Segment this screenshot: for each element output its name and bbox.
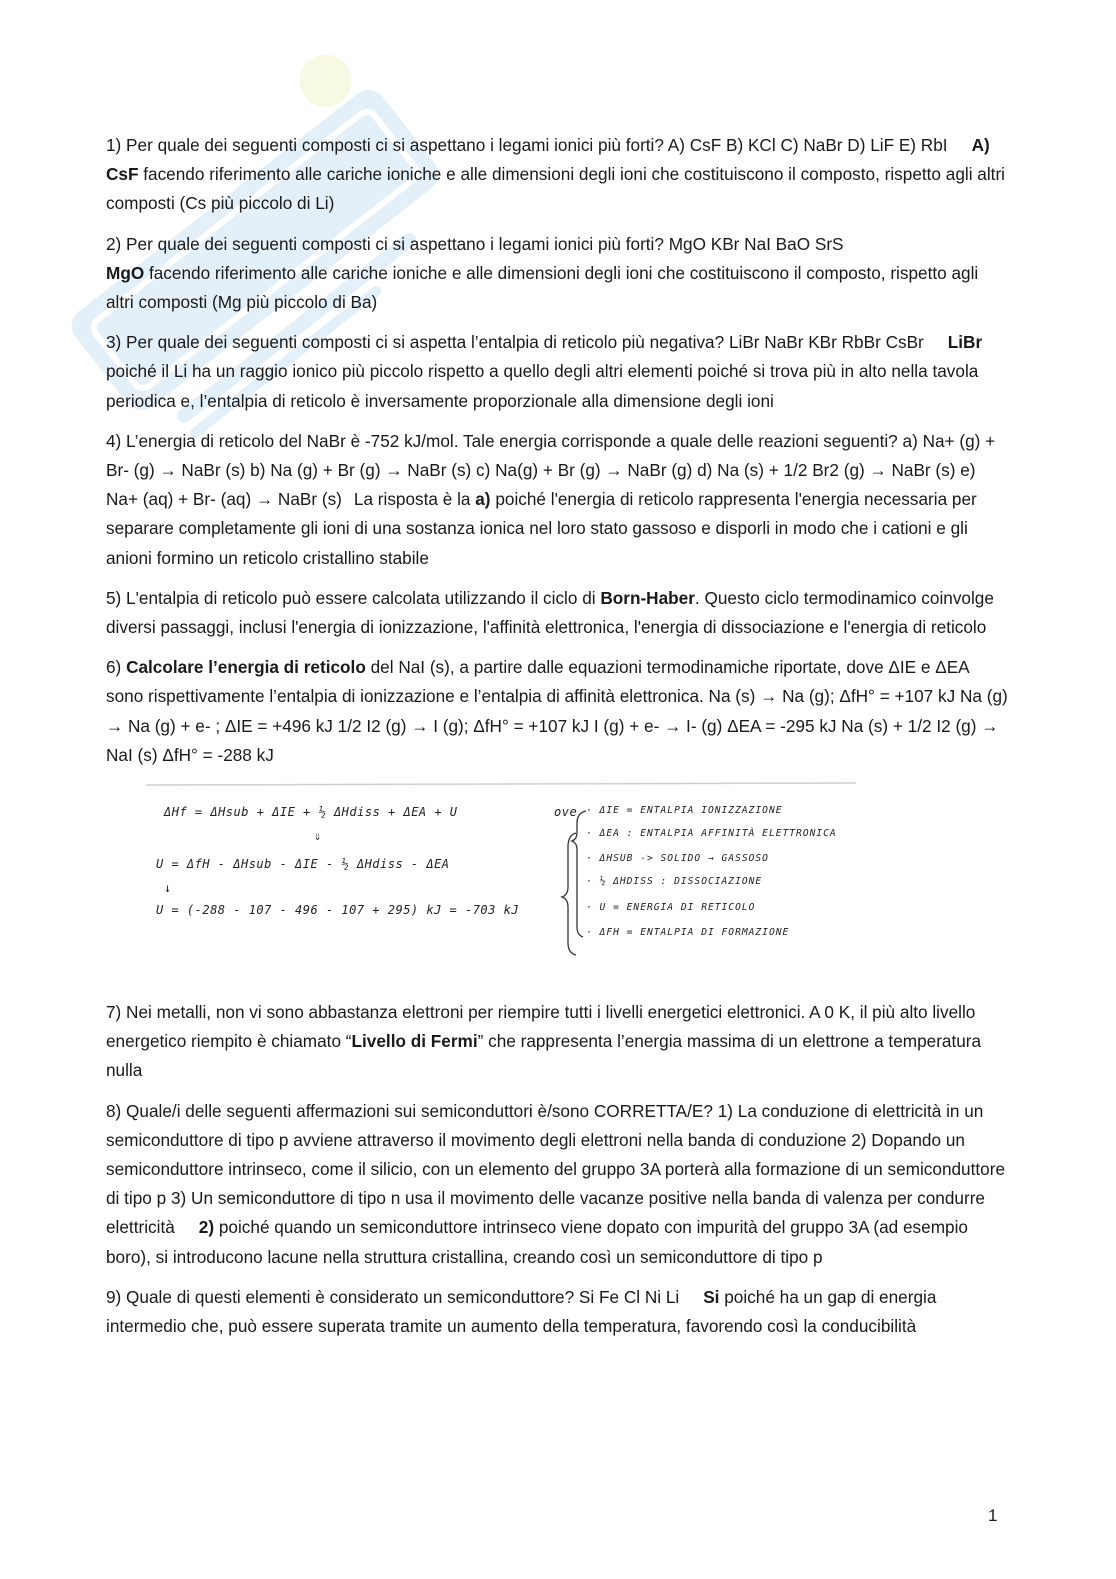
hw-legend-2: · ΔEA : ENTALPIA AFFINITÀ ELETTRONICA (586, 828, 837, 840)
hw-ove: ove (554, 805, 578, 820)
hw-legend-6: · ΔFH = ENTALPIA DI FORMAZIONE (586, 927, 790, 939)
question-7-explanation: ” che rappresenta l’energia massima di un elettrone a temperatura nulla (106, 1031, 982, 1081)
legend-brace (562, 833, 576, 955)
question-2-answer: MgO (106, 262, 145, 283)
question-9-text: 9) Quale di questi elementi è considerato un semiconduttore? Si Fe Cl Ni Li (106, 1286, 680, 1307)
question-9 (106, 1283, 1008, 1341)
question-2 (106, 230, 1008, 318)
question-8-text: 8) Quale/i delle seguenti affermazioni sui semiconduttori è/sono CORRETTA/E? 1) La conduzione di elettricità in un semiconduttore di tipo p avviene attraverso il movimento degli elettroni nella banda di conduzione 2) Dopando un semiconduttore intrinseco, come il silicio, con un elemento del gruppo 3A porterà alla formazione di un semiconduttore di tipo p 3) Un semiconduttore di tipo n usa il movimento delle vacanze positive nella banda di valenza per condurre elettricità (106, 1100, 1006, 1238)
question-1-explanation: facendo riferimento alle cariche ioniche e alle dimensioni degli ioni che costituiscono il composto, rispetto agli altri composti (Cs più piccolo di Li) (106, 164, 1005, 214)
question-5 (106, 584, 1008, 642)
question-7-bold: Livello di Fermi (351, 1031, 478, 1052)
question-3-answer: LiBr (947, 332, 983, 353)
page-number: 1 (988, 1506, 998, 1525)
question-2-explanation: facendo riferimento alle cariche ioniche e alle dimensioni degli ioni che costituiscono il composto, rispetto agli altri composti (Mg più piccolo di Ba) (106, 262, 979, 313)
legend-brace-main (572, 811, 586, 937)
hw-legend-3: · ΔHSUB -> SOLIDO → GASSOSO (586, 853, 769, 865)
question-5-text: 5) L'entalpia di reticolo può essere calcolata utilizzando il ciclo di (106, 587, 601, 608)
question-6-bold: Calcolare l’energia di reticolo (126, 657, 366, 678)
question-7-text: 7) Nei metalli, non vi sono abbastanza elettroni per riempire tutti i livelli energetici elettronici. A 0 K, il più alto livello energetico riempito è chiamato “ (106, 1002, 976, 1052)
question-1 (106, 131, 1008, 219)
question-8-answer: 2) (198, 1217, 215, 1238)
question-8-explanation: poiché quando un semiconduttore intrinseco viene dopato con impurità del gruppo 3A (ad esempio boro), si introducono lacune nella struttura cristallina, creando così un semiconduttore di tipo p (106, 1217, 968, 1267)
question-5-bold: Born-Haber (600, 587, 695, 608)
hw-arrow-1: ⇓ (314, 829, 322, 844)
question-6-number: 6) (106, 657, 127, 678)
hw-equation-2: U = ΔfH - ΔHsub - ΔIE - ½ ΔHdiss - ΔEA (156, 857, 450, 872)
question-1-text: 1) Per quale dei seguenti composti ci si aspettano i legami ionici più forti? A) CsF B) KCl C) NaBr D) LiF E) RbI (106, 135, 948, 155)
question-7 (106, 998, 1008, 1086)
question-6-text: del NaI (s), a partire dalle equazioni termodinamiche riportate, dove ΔIE e ΔEA sono rispettivamente l’entalpia di ionizzazione e l’entalpia di affinità elettronica. Na (s) → Na (g); ΔfH° = +107 kJ Na (g) → Na (g) + e- ; ΔIE = +496 kJ 1/2 I2 (g) → I (g); ΔfH° = +107 kJ I (g) + e- → I- (g) ΔEA = -295 kJ Na (s) + 1/2 I2 (g) → NaI (s) ΔfH° = -288 kJ (106, 657, 1008, 765)
question-3 (106, 328, 1008, 416)
question-2-text: 2) Per quale dei seguenti composti ci si aspettano i legami ionici più forti? MgO KBr NaI BaO SrS (106, 233, 844, 254)
question-3-text: 3) Per quale dei seguenti composti ci si aspetta l’entalpia di reticolo più negativa? LiBr NaBr KBr RbBr CsBr (106, 332, 924, 353)
question-6 (106, 653, 1008, 770)
question-4 (106, 427, 1008, 573)
hw-equation-1: ΔHf = ΔHsub + ΔIE + ½ ΔHdiss + ΔEA + U (164, 805, 458, 820)
hw-legend-4: · ½ ΔHDISS : DISSOCIAZIONE (586, 876, 763, 888)
question-4-text: 4) L’energia di reticolo del NaBr è -752 kJ/mol. Tale energia corrisponde a quale delle reazioni seguenti? a) Na+ (g) + Br- (g) → NaBr (s) b) Na (g) + Br (g) → NaBr (s) c) Na(g) + Br (g) → NaBr (g) d) Na (s) + 1/2 Br2 (g) → NaBr (s) e) Na+ (aq) + Br- (aq) → NaBr (s) (106, 430, 996, 510)
question-4-answer-prefix: La risposta è la (353, 489, 476, 510)
hw-arrow-2: ↓ (164, 881, 172, 896)
scan-edge-line (146, 783, 856, 785)
question-3-explanation: poiché il Li ha un raggio ionico più piccolo rispetto a quello degli altri elementi poiché si trova più in alto nella tavola periodica e, l’entalpia di reticolo è inversamente proporzionale alla dimensione degli ioni (106, 361, 979, 411)
hw-legend-5: · U = ENERGIA DI RETICOLO (586, 902, 756, 914)
hw-legend-1: · ΔIE = ENTALPIA IONIZZAZIONE (586, 805, 783, 817)
question-8 (106, 1097, 1008, 1272)
handwritten-solution (106, 781, 1008, 986)
question-1-answer: A) CsF (106, 135, 990, 185)
question-9-answer: Si (703, 1286, 720, 1307)
question-4-explanation: poiché l'energia di reticolo rappresenta l'energia necessaria per separare completamente gli ioni di una sostanza ionica nel loro stato gassoso e disporli in modo che i cationi e gli anioni formino un reticolo cristallino stabile (106, 489, 977, 568)
question-4-answer: a) (475, 489, 491, 510)
hw-equation-3: U = (-288 - 107 - 496 - 107 + 295) kJ = -703 kJ (156, 903, 520, 918)
question-5-explanation: . Questo ciclo termodinamico coinvolge diversi passaggi, inclusi l'energia di ionizzazione, l'affinità elettronica, l'energia di dissociazione e l'energia di reticolo (106, 587, 994, 638)
document-body (106, 131, 1008, 1352)
question-9-explanation: poiché ha un gap di energia intermedio che, può essere superata tramite un aumento della temperatura, favorendo così la conducibilità (106, 1286, 937, 1337)
